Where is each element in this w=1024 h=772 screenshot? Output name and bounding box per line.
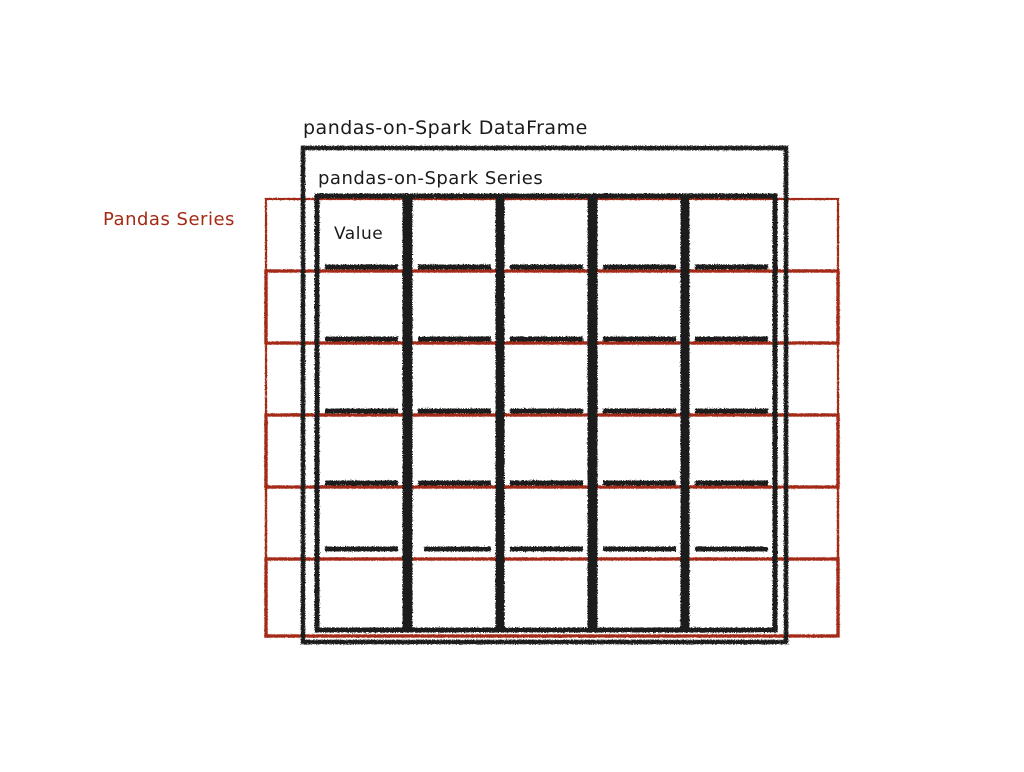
pandas-series-row-6	[266, 559, 838, 636]
dataframe-box	[303, 148, 786, 642]
pandas-series-row-3	[266, 343, 838, 415]
dataframe-label: pandas-on-Spark DataFrame	[303, 117, 588, 139]
pandas-series-row-2	[266, 271, 838, 343]
dataframe-outline	[303, 148, 786, 642]
value-cell-label: Value	[334, 224, 384, 244]
pandas-series-label: Pandas Series	[103, 209, 235, 230]
spark-series-label: pandas-on-Spark Series	[318, 168, 544, 189]
pandas-series-row-4	[266, 415, 838, 487]
cell-dividers	[325, 267, 768, 549]
